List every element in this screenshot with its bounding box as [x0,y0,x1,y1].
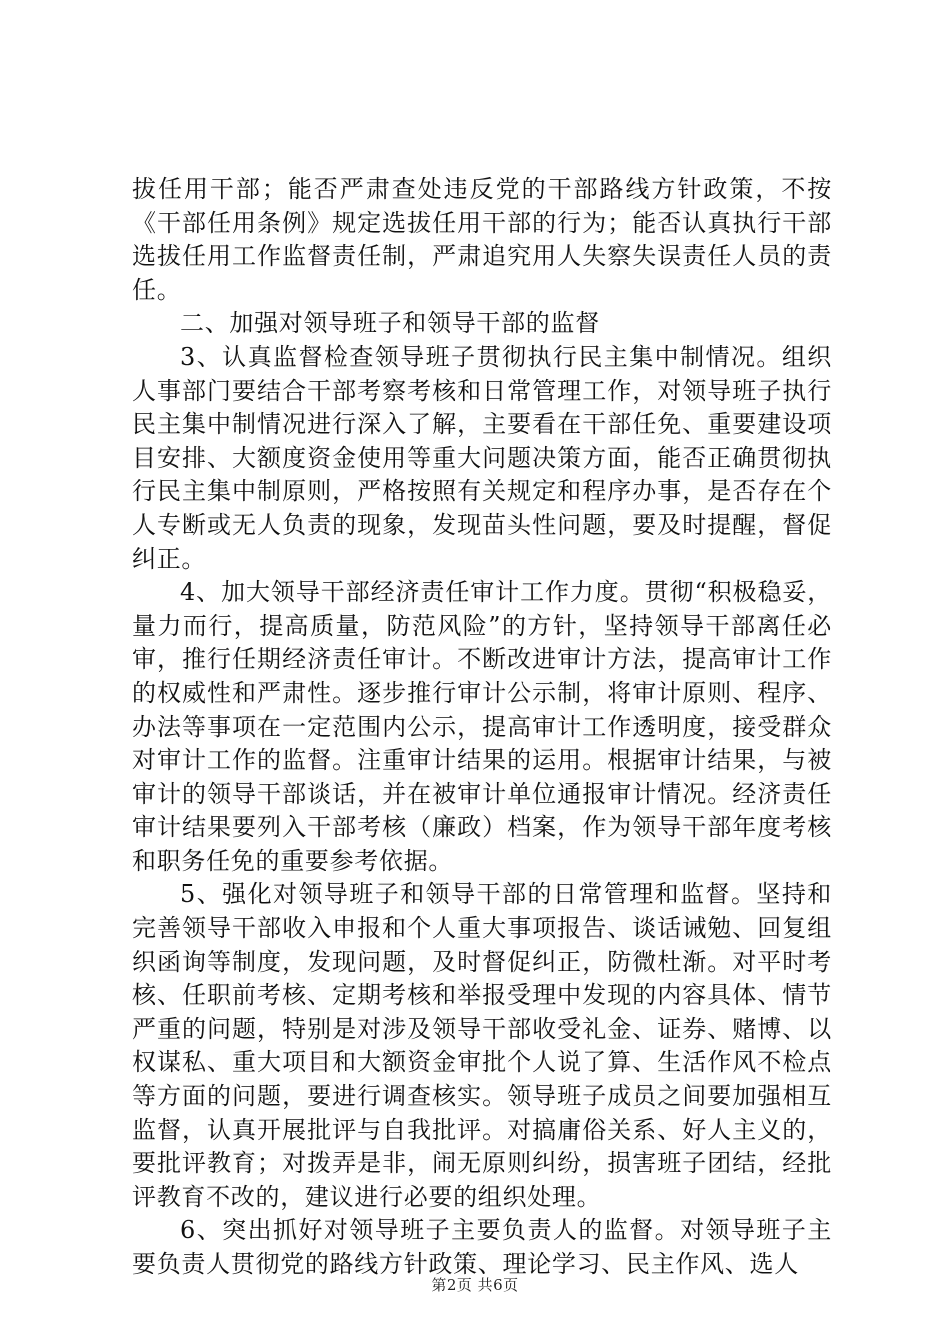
paragraph-item-3: 3、认真监督检查领导班子贯彻执行民主集中制情况。组织人事部门要结合干部考察考核和日常管理工作，对领导班子执行民主集中制情况进行深入了解，主要看在干部任免、重要建设项目安排、大额度资金使用等重大问题决策方面，能否正确贯彻执行民主集中制原则，严格按照有关规定和程序办事，是否存在个人专断或无人负责的现象，发现苗头性问题，要及时提醒，督促纠正。 [132,342,832,573]
paragraph-item-4: 4、加大领导干部经济责任审计工作力度。贯彻“积极稳妥，量力而行，提高质量，防范风险”的方针，坚持领导干部离任必审，推行任期经济责任审计。不断改进审计方法，提高审计工作的权威性和严肃性。逐步推行审计公示制，将审计原则、程序、办法等事项在一定范围内公示，提高审计工作透明度，接受群众对审计工作的监督。注重审计结果的运用。根据审计结果，与被审计的领导干部谈话，并在被审计单位通报审计情况。经济责任审计结果要列入干部考核（廉政）档案，作为领导干部年度考核和职务任免的重要参考依据。 [132,578,832,875]
section-heading: 二、加强对领导班子和领导干部的监督 [180,309,600,338]
paragraph-continuation: 拔任用干部；能否严肃查处违反党的干部路线方针政策，不按《干部任用条例》规定选拔任用干部的行为；能否认真执行干部选拔任用工作监督责任制，严肃追究用人失察失误责任人员的责任。 [132,175,832,304]
paragraph-item-5: 5、强化对领导班子和领导干部的日常管理和监督。坚持和完善领导干部收入申报和个人重大事项报告、谈话诫勉、回复组织函询等制度，发现问题，及时督促纠正，防微杜渐。对平时考核、任职前考核、定期考核和举报受理中发现的内容具体、情节严重的问题，特别是对涉及领导干部收受礼金、证券、赌博、以权谋私、重大项目和大额资金审批个人说了算、生活作风不检点等方面的问题，要进行调查核实。领导班子成员之间要加强相互监督，认真开展批评与自我批评。对搞庸俗关系、好人主义的，要批评教育；对拨弄是非，闹无原则纠纷，损害班子团结，经批评教育不改的，建议进行必要的组织处理。 [132,880,832,1211]
document-body [132,173,832,1282]
paragraph-item-6: 6、突出抓好对领导班子主要负责人的监督。对领导班子主要负责人贯彻党的路线方针政策、理论学习、民主作风、选人 [132,1216,832,1278]
page-number-footer: 第2页 共6页 [431,1276,519,1294]
